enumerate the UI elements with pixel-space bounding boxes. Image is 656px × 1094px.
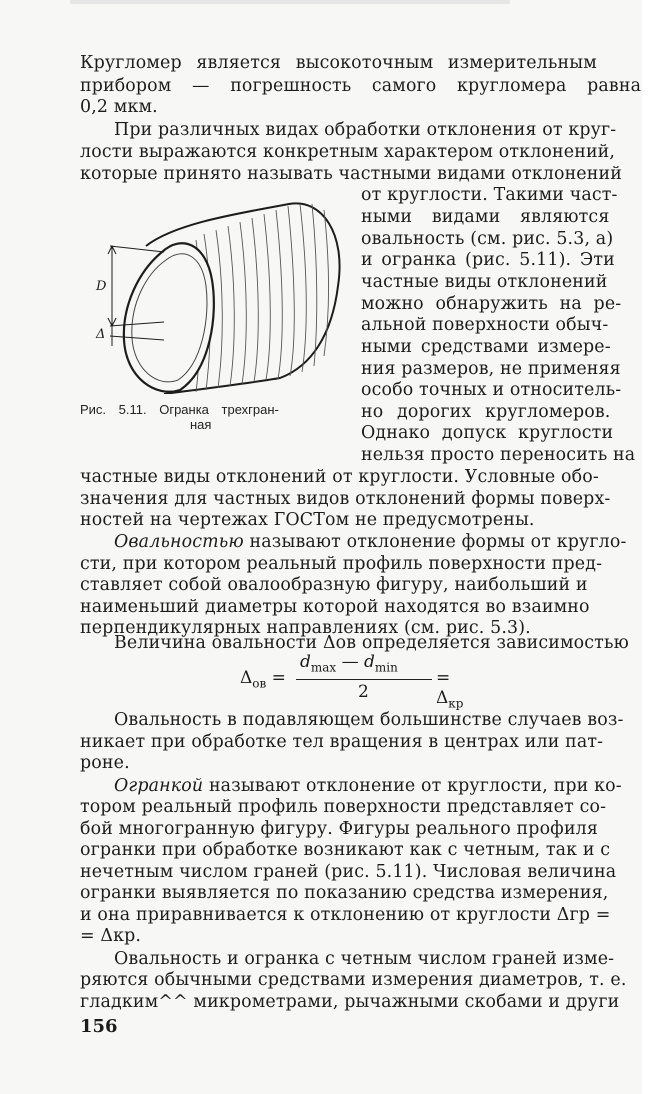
text-line: Величина овальности Δов определяется зависимостью <box>114 633 629 653</box>
text-line: нечетным числом граней (рис. 5.11). Числовая величина <box>80 862 617 882</box>
text-line <box>114 531 627 553</box>
scan-shadow <box>70 0 510 4</box>
text-line: Однако допуск круглости <box>361 423 614 443</box>
text-line: Кругломер является высокоточным измерительным <box>80 53 597 73</box>
text-line: перпендикулярных направлениях (см. рис. 5.3). <box>80 618 531 638</box>
term-faceting: Огранкой <box>114 776 204 796</box>
figure-5-11 <box>84 194 352 398</box>
formula-denominator: 2 <box>358 682 369 702</box>
text-line: нельзя просто переносить на <box>361 445 636 465</box>
formula-numerator: $d_{max}$ — $d_{min}$ <box>300 652 398 675</box>
page-number: 156 <box>80 1016 118 1037</box>
text-line: частные виды отклонений <box>361 272 608 292</box>
text-line: При различных видах обработки отклонения от круг- <box>114 120 617 140</box>
text-span: называют отклонение формы от кругло- <box>243 532 627 552</box>
text-line: альной поверхности обыч- <box>361 315 609 335</box>
text-line: ряются обычными средствами измерения диаметров, т. е. <box>80 970 627 990</box>
term-ovality: Овальностью <box>114 532 244 552</box>
text-line: и она приравнивается к отклонению от круглости Δгр = <box>80 905 611 925</box>
text-line: которые принято называть частными видами отклонений <box>80 164 622 184</box>
text-line: значения для частных видов отклонений формы поверх- <box>80 489 611 509</box>
text-line: прибором — погрешность самого кругломера равна <box>80 76 642 96</box>
dimension-label-d: D <box>96 279 107 294</box>
text-line: и огранка (рис. 5.11). Эти <box>361 250 615 270</box>
formula-lhs: $\Delta_{ов}$ = <box>240 668 286 691</box>
text-line: ставляет собой овалообразную фигуру, наибольший и <box>80 575 588 595</box>
faceted-cylinder-drawing <box>84 194 352 394</box>
figure-caption: Рис. 5.11. Огранка трехгран- <box>80 402 279 417</box>
fraction-bar <box>296 679 432 680</box>
text-line: Овальность и огранка с четным числом граней изме- <box>114 949 615 969</box>
figure-caption: ная <box>190 417 212 432</box>
text-line: = Δкр. <box>80 926 142 946</box>
text-line: ными средствами измере- <box>361 337 611 357</box>
text-line: огранки выявляется по показанию средства измерения, <box>80 883 609 903</box>
formula-rhs: = $\Delta_{кр}$ <box>436 668 464 711</box>
text-line: роне. <box>80 753 130 773</box>
text-line: никает при обработке тел вращения в центрах или пат- <box>80 732 604 752</box>
text-line: Овальность в подавляющем большинстве случаев воз- <box>114 710 624 730</box>
text-line: овальность (см. рис. 5.3, а) <box>361 229 614 249</box>
text-line: 0,2 мкм. <box>80 97 158 117</box>
text-line: тором реальный профиль поверхности представляет со- <box>80 797 607 817</box>
text-line: но дорогих кругломеров. <box>361 402 611 422</box>
text-line: огранки при обработке возникают как с четным, так и с <box>80 840 611 860</box>
text-line: бой многогранную фигуру. Фигуры реального профиля <box>80 819 599 839</box>
text-line: можно обнаружить на ре- <box>361 294 622 314</box>
text-span: называют отклонение от круглости, при ко- <box>203 776 622 796</box>
text-line: от круглости. Такими част- <box>361 185 618 205</box>
text-line <box>114 775 622 797</box>
ovality-formula <box>240 652 480 711</box>
dimension-label-delta: Δ <box>96 327 106 342</box>
page-margin <box>642 0 656 1094</box>
text-line: ния размеров, не применяя <box>361 359 621 379</box>
text-line: лости выражаются конкретным характером отклонений, <box>80 142 616 162</box>
text-line: наименьший диаметры которой находятся во взаимно <box>80 597 590 617</box>
text-line: гладким^^ микрометрами, рычажными скобами и други <box>80 992 620 1012</box>
text-line: ными видами являются <box>361 207 610 227</box>
text-line: частные виды отклонений от круглости. Условные обо- <box>80 467 599 487</box>
text-line: особо точных и относитель- <box>361 380 622 400</box>
text-line: ностей на чертежах ГОСТом не предусмотрены. <box>80 510 535 530</box>
text-line: сти, при котором реальный профиль поверхности пред- <box>80 554 603 574</box>
